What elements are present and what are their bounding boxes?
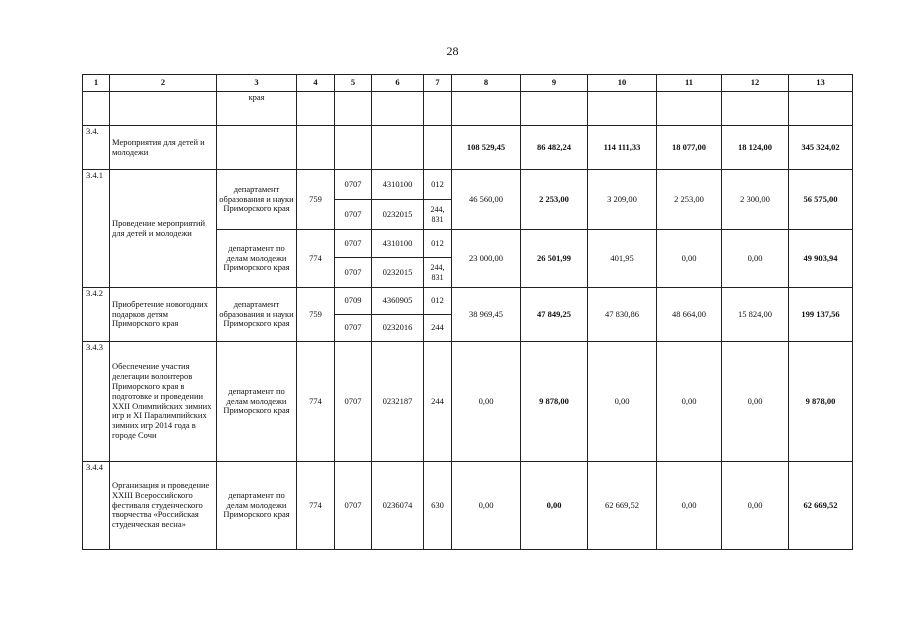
section-cell: 0707 xyxy=(335,315,372,342)
target-cell: 0236074 xyxy=(372,462,424,550)
expense-type-cell: 244, 831 xyxy=(424,200,452,230)
header-row xyxy=(83,75,853,92)
table-row xyxy=(83,170,853,200)
target-cell: 4310100 xyxy=(372,170,424,200)
value-cell: 56 575,00 xyxy=(789,170,853,230)
value-cell: 0,00 xyxy=(722,230,789,288)
expense-type-cell: 012 xyxy=(424,288,452,315)
value-cell: 49 903,94 xyxy=(789,230,853,288)
executor-cell: департамент по делам молодежи Приморского края xyxy=(217,462,297,550)
value-cell: 46 560,00 xyxy=(452,170,521,230)
value-cell: 47 849,25 xyxy=(521,288,588,342)
budget-table xyxy=(82,74,853,550)
header-cell: 5 xyxy=(335,75,372,92)
item-name: Мероприятия для детей и молодежи xyxy=(110,126,217,170)
item-number: 3.4.2 xyxy=(83,288,110,342)
value-cell: 9 878,00 xyxy=(789,342,853,462)
value-cell: 0,00 xyxy=(452,462,521,550)
item-name: Проведение мероприятий для детей и молодежи xyxy=(110,170,217,288)
expense-type-cell: 012 xyxy=(424,170,452,200)
section-cell: 0707 xyxy=(335,258,372,288)
value-cell: 18 077,00 xyxy=(657,126,722,170)
value-cell: 3 209,00 xyxy=(588,170,657,230)
grbs-cell: 774 xyxy=(297,342,335,462)
value-cell: 0,00 xyxy=(657,462,722,550)
table-row xyxy=(83,126,853,170)
value-cell: 0,00 xyxy=(521,462,588,550)
continuation-row xyxy=(83,92,853,126)
value-cell: 15 824,00 xyxy=(722,288,789,342)
section-cell: 0707 xyxy=(335,170,372,200)
value-cell: 2 253,00 xyxy=(657,170,722,230)
grbs-cell: 759 xyxy=(297,170,335,230)
value-cell: 0,00 xyxy=(588,342,657,462)
expense-type-cell: 630 xyxy=(424,462,452,550)
executor-cell: департамент образования и науки Приморского края xyxy=(217,288,297,342)
section-cell: 0709 xyxy=(335,288,372,315)
value-cell: 2 300,00 xyxy=(722,170,789,230)
section-cell: 0707 xyxy=(335,230,372,258)
grbs-cell: 759 xyxy=(297,288,335,342)
value-cell: 62 669,52 xyxy=(588,462,657,550)
header-cell: 9 xyxy=(521,75,588,92)
page-number: 28 xyxy=(446,44,459,58)
expense-type-cell: 244 xyxy=(424,315,452,342)
header-cell: 12 xyxy=(722,75,789,92)
target-cell: 0232015 xyxy=(372,200,424,230)
header-cell: 2 xyxy=(110,75,217,92)
value-cell: 38 969,45 xyxy=(452,288,521,342)
expense-type-cell: 012 xyxy=(424,230,452,258)
value-cell: 62 669,52 xyxy=(789,462,853,550)
value-cell: 345 324,02 xyxy=(789,126,853,170)
executor-cell: департамент образования и науки Приморского края xyxy=(217,170,297,230)
value-cell: 23 000,00 xyxy=(452,230,521,288)
table-row xyxy=(83,462,853,550)
value-cell: 199 137,56 xyxy=(789,288,853,342)
header-cell: 4 xyxy=(297,75,335,92)
item-name: Обеспечение участия делегации волонтеров Приморского края в подготовке и проведении XXII Олимпийских зимних игр и XI Паралимпийских зимних игр 2014 года в городе Сочи xyxy=(110,342,217,462)
expense-type-cell: 244, 831 xyxy=(424,258,452,288)
item-number: 3.4. xyxy=(83,126,110,170)
header-cell: 7 xyxy=(424,75,452,92)
expense-type-cell: 244 xyxy=(424,342,452,462)
value-cell: 48 664,00 xyxy=(657,288,722,342)
value-cell: 0,00 xyxy=(657,230,722,288)
executor-cell: края xyxy=(217,92,297,126)
item-name: Организация и проведение XXIII Всероссийского фестиваля студенческого творчества «Российская студенческая весна» xyxy=(110,462,217,550)
value-cell: 114 111,33 xyxy=(588,126,657,170)
section-cell: 0707 xyxy=(335,342,372,462)
value-cell: 0,00 xyxy=(722,342,789,462)
header-cell: 3 xyxy=(217,75,297,92)
header-cell: 6 xyxy=(372,75,424,92)
target-cell: 0232015 xyxy=(372,258,424,288)
header-cell: 11 xyxy=(657,75,722,92)
table-row xyxy=(83,342,853,462)
grbs-cell: 774 xyxy=(297,462,335,550)
header-cell: 10 xyxy=(588,75,657,92)
value-cell: 401,95 xyxy=(588,230,657,288)
grbs-cell: 774 xyxy=(297,230,335,288)
value-cell: 108 529,45 xyxy=(452,126,521,170)
table-row xyxy=(83,288,853,315)
value-cell: 18 124,00 xyxy=(722,126,789,170)
header-cell: 8 xyxy=(452,75,521,92)
value-cell: 9 878,00 xyxy=(521,342,588,462)
executor-cell: департамент по делам молодежи Приморского края xyxy=(217,342,297,462)
item-number: 3.4.4 xyxy=(83,462,110,550)
section-cell: 0707 xyxy=(335,462,372,550)
value-cell: 0,00 xyxy=(722,462,789,550)
value-cell: 47 830,86 xyxy=(588,288,657,342)
value-cell: 0,00 xyxy=(657,342,722,462)
header-cell: 13 xyxy=(789,75,853,92)
target-cell: 4310100 xyxy=(372,230,424,258)
section-cell: 0707 xyxy=(335,200,372,230)
item-number: 3.4.3 xyxy=(83,342,110,462)
value-cell: 0,00 xyxy=(452,342,521,462)
target-cell: 0232187 xyxy=(372,342,424,462)
header-cell: 1 xyxy=(83,75,110,92)
item-number: 3.4.1 xyxy=(83,170,110,288)
value-cell: 2 253,00 xyxy=(521,170,588,230)
target-cell: 4360905 xyxy=(372,288,424,315)
value-cell: 26 501,99 xyxy=(521,230,588,288)
target-cell: 0232016 xyxy=(372,315,424,342)
executor-cell: департамент по делам молодежи Приморского края xyxy=(217,230,297,288)
value-cell: 86 482,24 xyxy=(521,126,588,170)
item-name: Приобретение новогодних подарков детям Приморского края xyxy=(110,288,217,342)
